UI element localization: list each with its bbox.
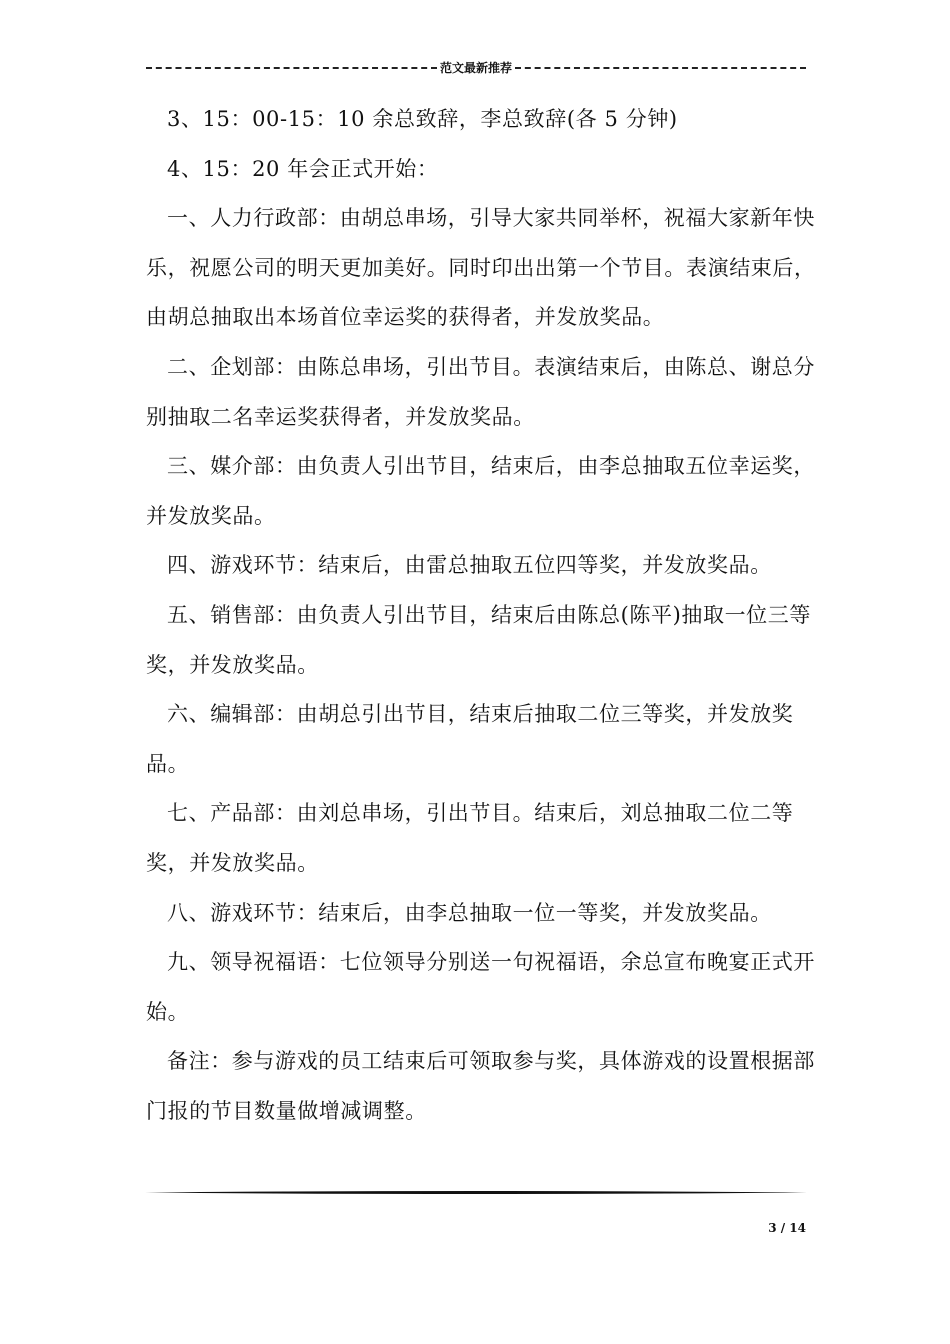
paragraph-game-1: 四、游戏环节：结束后，由雷总抽取五位四等奖，并发放奖品。 [167, 553, 772, 578]
paragraph-product-dept: 七、产品部：由刘总串场，引出节目。结束后，刘总抽取二位二等奖，并发放奖品。 [146, 801, 794, 875]
paragraph-game-2: 八、游戏环节：结束后，由李总抽取一位一等奖，并发放奖品。 [167, 900, 772, 925]
page-header [146, 58, 806, 78]
header-title: 范文最新推荐 [440, 61, 513, 75]
header-dash-left [146, 67, 437, 69]
document-body [146, 95, 818, 1136]
header-dash-right [515, 67, 806, 69]
paragraph-gala-start: 4、15：20 年会正式开始： [167, 156, 439, 181]
paragraph-remarks: 备注：参与游戏的员工结束后可领取参与奖，具体游戏的设置根据部门报的节目数量做增减调整。 [146, 1049, 815, 1123]
paragraph-media-dept: 三、媒介部：由负责人引出节目，结束后，由李总抽取五位幸运奖，并发放奖品。 [146, 454, 815, 528]
paragraph-leader-blessings: 九、领导祝福语：七位领导分别送一句祝福语，余总宣布晚宴正式开始。 [146, 950, 815, 1024]
paragraph-opening-speech: 3、15：00-15：10 余总致辞，李总致辞(各 5 分钟) [167, 107, 678, 131]
paragraph-hr-dept: 一、人力行政部：由胡总串场，引导大家共同举杯，祝福大家新年快乐，祝愿公司的明天更加美好。同时印出出第一个节目。表演结束后，由胡总抽取出本场首位幸运奖的获得者，并发放奖品。 [146, 206, 816, 330]
footer-divider [145, 1190, 807, 1195]
paragraph-editorial-dept: 六、编辑部：由胡总引出节目，结束后抽取二位三等奖，并发放奖品。 [146, 702, 794, 776]
page-number: 3 / 14 [768, 1221, 806, 1235]
paragraph-sales-dept: 五、销售部：由负责人引出节目，结束后由陈总(陈平)抽取一位三等奖，并发放奖品。 [146, 602, 811, 677]
paragraph-planning-dept: 二、企划部：由陈总串场，引出节目。表演结束后，由陈总、谢总分别抽取二名幸运奖获得者，并发放奖品。 [146, 354, 815, 429]
